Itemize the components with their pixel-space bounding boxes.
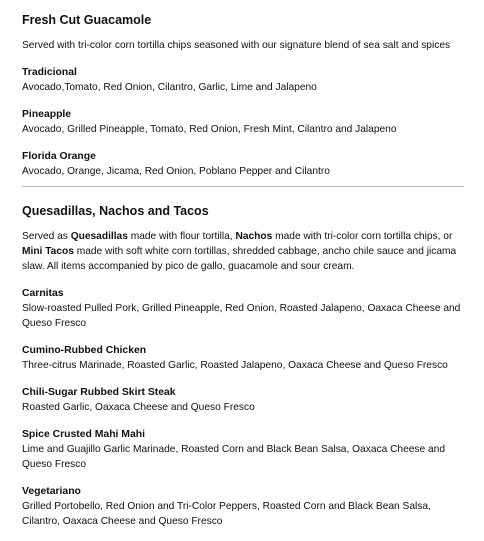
item-description: Slow-roasted Pulled Pork, Grilled Pineapple, Red Onion, Roasted Jalapeno, Oaxaca Cheese and Queso Fresco <box>22 303 461 329</box>
intro-text: made with flour tortilla, <box>127 231 236 242</box>
item-name: Chili-Sugar Rubbed Skirt Steak <box>22 387 176 398</box>
menu-item <box>22 484 468 529</box>
item-description: Avocado, Grilled Pineapple, Tomato, Red Onion, Fresh Mint, Cilantro and Jalapeno <box>22 124 397 135</box>
item-description: Avocado, Orange, Jicama, Red Onion, Poblano Pepper and Cilantro <box>22 166 330 177</box>
item-name: Carnitas <box>22 288 64 299</box>
quesadillas-section <box>22 203 468 541</box>
section-intro: Served with tri-color corn tortilla chips seasoned with our signature blend of sea salt and spices <box>22 40 451 51</box>
intro-emphasis: Quesadillas <box>70 231 128 242</box>
guacamole-section <box>22 12 468 191</box>
item-description: Lime and Guajillo Garlic Marinade, Roasted Corn and Black Bean Salsa, Oaxaca Cheese and Queso Fresco <box>22 444 446 470</box>
item-name: Vegetariano <box>22 486 81 497</box>
intro-text: made with soft white corn tortillas, shredded cabbage, ancho chile sauce and jicama slaw. All items accompanied by pico de gallo, guacamole and sour cream. <box>22 246 457 272</box>
item-description: Grilled Portobello, Red Onion and Tri-Color Peppers, Roasted Corn and Black Bean Salsa, Cilantro, Oaxaca Cheese and Queso Fresco <box>22 501 431 527</box>
intro-text: made with tri-color corn tortilla chips, or <box>272 231 453 242</box>
section-intro <box>22 229 468 274</box>
menu-item <box>22 107 468 137</box>
item-description: Avocado,Tomato, Red Onion, Cilantro, Garlic, Lime and Jalapeno <box>22 82 317 93</box>
menu-item <box>22 286 468 331</box>
item-description: Three-citrus Marinade, Roasted Garlic, Roasted Jalapeno, Oaxaca Cheese and Queso Fresco <box>22 360 448 371</box>
intro-emphasis: Mini Tacos <box>22 246 74 257</box>
item-description: Roasted Garlic, Oaxaca Cheese and Queso Fresco <box>22 402 255 413</box>
item-name: Spice Crusted Mahi Mahi <box>22 429 145 440</box>
menu-item <box>22 149 468 179</box>
menu-item <box>22 385 468 415</box>
intro-text: Served as <box>22 231 71 242</box>
item-name: Florida Orange <box>22 151 96 162</box>
item-name: Cumino-Rubbed Chicken <box>22 345 147 356</box>
intro-emphasis: Nachos <box>235 231 273 242</box>
item-name: Pineapple <box>22 109 72 120</box>
menu-item <box>22 65 468 95</box>
section-divider <box>22 186 464 187</box>
section-title: Fresh Cut Guacamole <box>22 13 152 27</box>
section-title: Quesadillas, Nachos and Tacos <box>22 204 209 218</box>
menu-item <box>22 427 468 472</box>
item-name: Tradicional <box>22 67 77 78</box>
menu-item <box>22 343 468 373</box>
